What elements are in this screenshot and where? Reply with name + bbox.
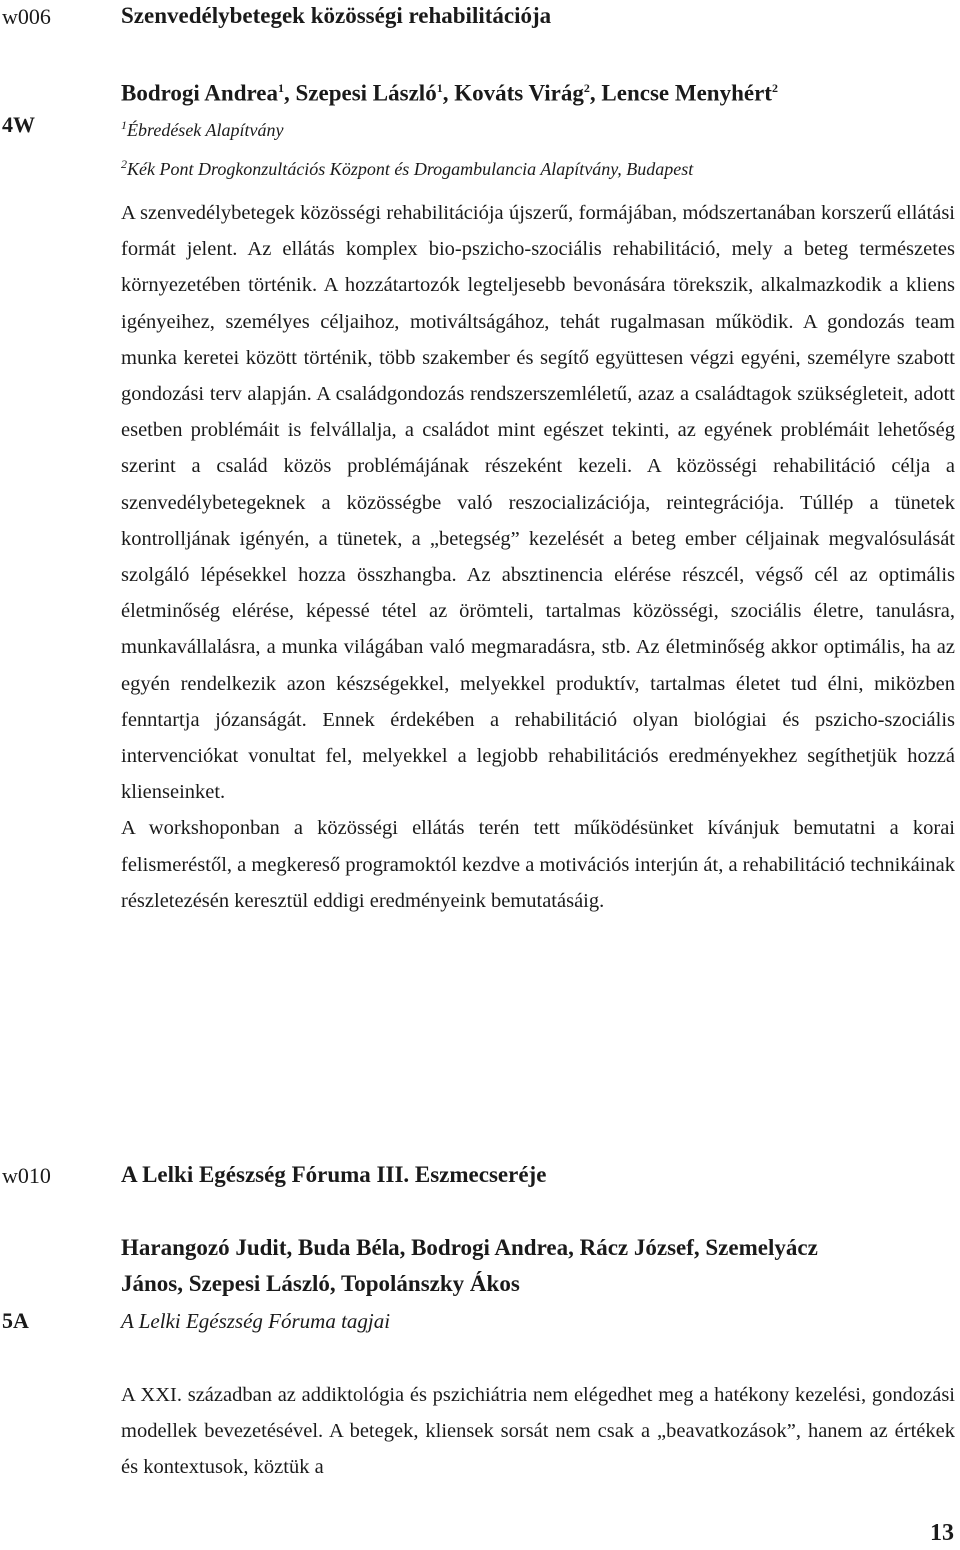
abstract-paragraph: A szenvedélybetegek közösségi rehabilitációja újszerű, formájában, módszertanában korszerű ellátási formát jelent. Az ellátás komplex bio-pszicho-szociális rehabilitáció, mely a beteg természetes környezetében történik. A hozzátartozók legteljesebb bevonására törekszik, alkalmazkodik a kliens igényeihez, személyes céljaihoz, motiváltságához, tehát rugalmasan működik. A gondozás team munka keretei között történik, több szakember és segítő együttesen végzi egyéni, személyre szabott gondozási terv alapján. A családgondozás rendszerszemléletű, azaz a családtagok szükségleteit, adott esetben problémáit is felvállalja, a családot mint egészet tekinti, az egyének problémáit lehetőség szerint a család közös problémájának részeként kezeli. A közösségi rehabilitáció célja a szenvedélybetegeknek a közösségbe való reszocializációja, reintegrációja. Túllép a tünetek kontrolljának igényén, a tünetek, a „betegség” kezelését a beteg ember céljainak megvalósulását szolgáló lépésekkel hozza összhangba. Az absztinencia elérése részcél, végső cél az optimális életminőség elérése, képessé tétel az örömteli, tartalmas közösségi, szociális életre, tanulásra, munkavállalásra, a munka világában való megmaradásra, stb. Az életminőség akkor optimális, ha az egyén rendelkezik azon készségekkel, melyekkel produktív, tartalmas életet tud élni, miközben fenntartja józanságát. Ennek érdekében a rehabilitáció olyan biológiai és pszicho-szociális intervenciókat vonultat fel, melyekkel a legjobb rehabilitációs eredményekhez segíthetjük hozzá klienseinket.	[121, 202, 955, 804]
affiliation: A Lelki Egészség Fóruma tagjai	[121, 1309, 391, 1333]
abstract-body	[121, 195, 955, 919]
affiliation	[121, 108, 956, 147]
author-list	[121, 1230, 956, 1302]
author-name: Lencse Menyhért	[601, 80, 772, 106]
author-name: Szepesi László	[295, 80, 437, 106]
room-label: 4W	[2, 112, 35, 137]
author-sup: 1	[278, 81, 284, 95]
session-code: w010	[2, 1163, 51, 1188]
author-list: Bodrogi Andrea$^1$, Szepesi László$^1$, Kováts Virág$^2$, Lencse Menyhért$^2$	[121, 80, 778, 106]
page-number: 13	[930, 1520, 954, 1546]
author-sup: 2	[771, 81, 778, 95]
author-name: Kováts Virág	[454, 80, 584, 106]
author-sup: 1	[436, 81, 443, 95]
author-line: János, Szepesi László, Topolánszky Ákos	[121, 1271, 520, 1296]
abstract-paragraph: A workshoponban a közösségi ellátás terén tett működésünket kívánjuk bemutatni a korai felismeréstől, a megkereső programoktól kezdve a motivációs interjún át, a rehabilitáció technikáinak részletezésén keresztül eddigi eredményeink bemutatásáig.	[121, 817, 955, 912]
author-line: Harangozó Judit, Buda Béla, Bodrogi Andrea, Rácz József, Szemelyácz	[121, 1235, 818, 1260]
abstract-paragraph: A XXI. században az addiktológia és pszichiátria nem elégedhet meg a hatékony kezelési, gondozási modellek bevezetésével. A betegek, kliensek sorsát nem csak a „beavatkozások”, hanem az értékek és kontextusok, köztük a	[121, 1384, 955, 1479]
author-name: Bodrogi Andrea	[121, 80, 278, 106]
affiliation-sup: 2	[121, 157, 127, 171]
room-label: 5A	[2, 1308, 29, 1333]
abstract-body	[121, 1377, 955, 1486]
session-title: Szenvedélybetegek közösségi rehabilitációja	[121, 3, 552, 28]
affiliation-text: Kék Pont Drogkonzultációs Központ és Drogambulancia Alapítvány, Budapest	[127, 159, 694, 179]
affiliation-sup: 1	[121, 118, 127, 132]
affiliation-text: Ébredések Alapítvány	[127, 120, 284, 140]
author-sup: 2	[583, 81, 590, 95]
affiliation-list	[121, 108, 956, 186]
session-code: w006	[2, 4, 51, 29]
affiliation	[121, 147, 956, 186]
session-title: A Lelki Egészség Fóruma III. Eszmecseréje	[121, 1162, 547, 1187]
